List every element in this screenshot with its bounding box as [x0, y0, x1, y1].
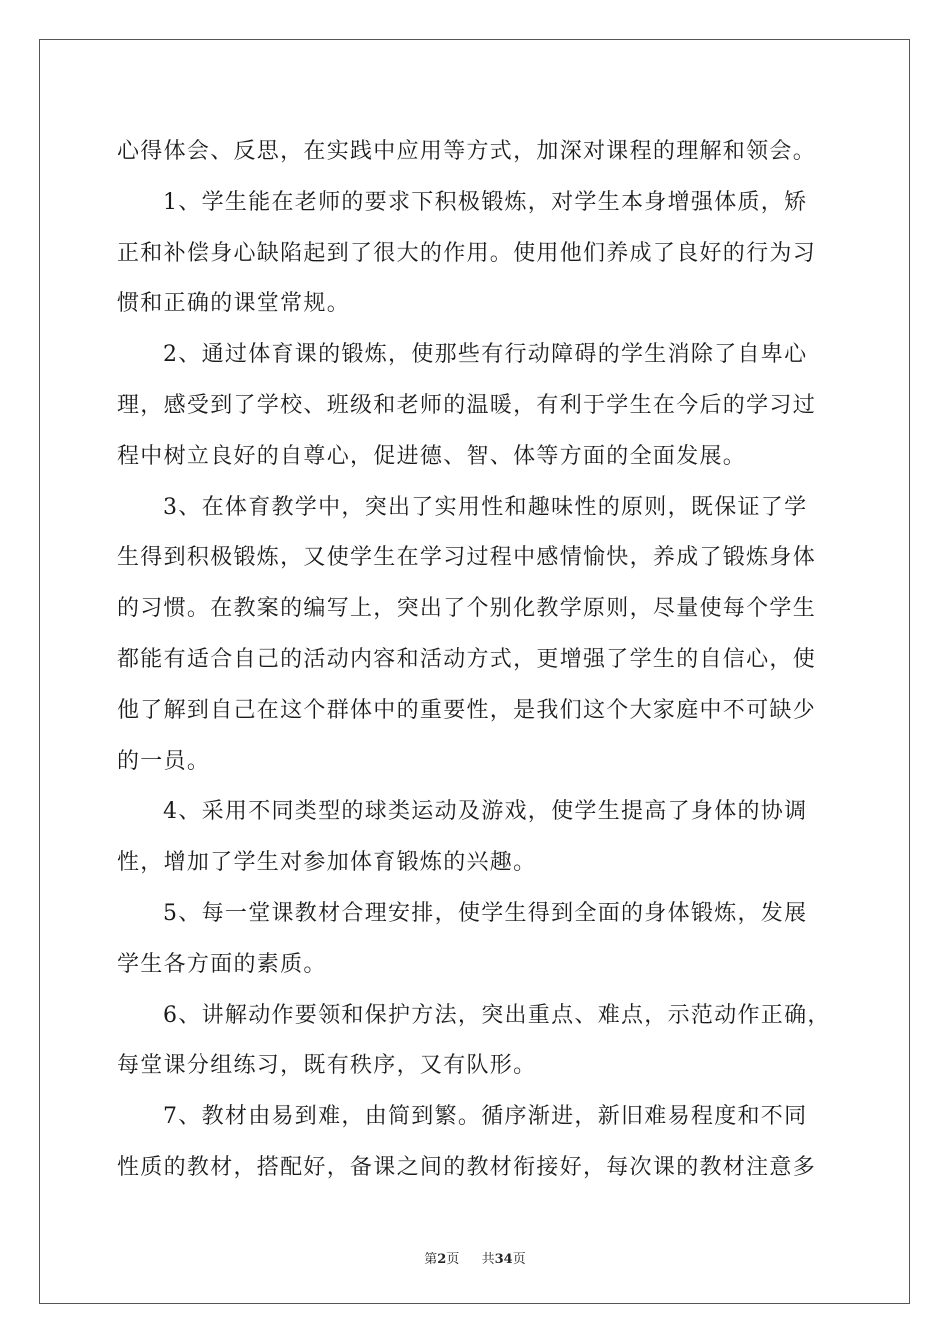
text-line: 学生各方面的素质。: [117, 951, 327, 977]
page-suffix: 页: [446, 1252, 460, 1267]
total-pages-indicator: [482, 1248, 526, 1267]
page-prefix: 第: [424, 1252, 438, 1267]
text-line: 5、每一堂课教材合理安排，使学生得到全面的身体锻炼，发展: [163, 900, 808, 926]
text-line: 他了解到自己在这个群体中的重要性，是我们这个大家庭中不可缺少: [117, 697, 817, 723]
document-body: [117, 127, 835, 1194]
page-footer: [0, 1248, 950, 1267]
text-line: 1、学生能在老师的要求下积极锻炼，对学生本身增强体质，矫: [163, 189, 808, 215]
text-line: 心得体会、反思，在实践中应用等方式，加深对课程的理解和领会。: [117, 139, 817, 164]
text-line: 性，增加了学生对参加体育锻炼的兴趣。: [117, 850, 537, 876]
text-line: 的习惯。在教案的编写上，突出了个别化教学原则，尽量使每个学生: [117, 596, 817, 622]
total-suffix: 页: [512, 1252, 526, 1267]
text-line: 每堂课分组练习，既有秩序，又有队形。: [117, 1053, 537, 1079]
text-line: 3、在体育教学中，突出了实用性和趣味性的原则，既保证了学: [163, 494, 808, 520]
page-number: 2: [437, 1252, 447, 1267]
text-line: 性质的教材，搭配好，备课之间的教材衔接好，每次课的教材注意多: [117, 1154, 817, 1180]
text-lines: [117, 127, 835, 1194]
text-line: 程中树立良好的自尊心，促进德、智、体等方面的全面发展。: [117, 443, 747, 469]
text-line: 理，感受到了学校、班级和老师的温暖，有利于学生在今后的学习过: [117, 392, 817, 418]
text-line: 生得到积极锻炼，又使学生在学习过程中感情愉快，养成了锻炼身体: [117, 545, 817, 571]
text-line: 正和补偿身心缺陷起到了很大的作用。使用他们养成了良好的行为习: [117, 240, 817, 266]
text-line: 的一员。: [117, 748, 211, 774]
text-line: 2、通过体育课的锻炼，使那些有行动障碍的学生消除了自卑心: [163, 342, 808, 368]
text-line: 6、讲解动作要领和保护方法，突出重点、难点，示范动作正确，: [163, 1002, 831, 1028]
page-indicator: [424, 1248, 459, 1267]
text-line: 4、采用不同类型的球类运动及游戏，使学生提高了身体的协调: [163, 799, 808, 825]
text-line: 惯和正确的课堂常规。: [117, 291, 351, 317]
total-pages: 34: [494, 1252, 513, 1267]
total-prefix: 共: [481, 1252, 495, 1267]
text-line: 7、教材由易到难，由简到繁。循序渐进，新旧难易程度和不同: [163, 1104, 808, 1130]
text-line: 都能有适合自己的活动内容和活动方式，更增强了学生的自信心，使: [117, 646, 817, 672]
